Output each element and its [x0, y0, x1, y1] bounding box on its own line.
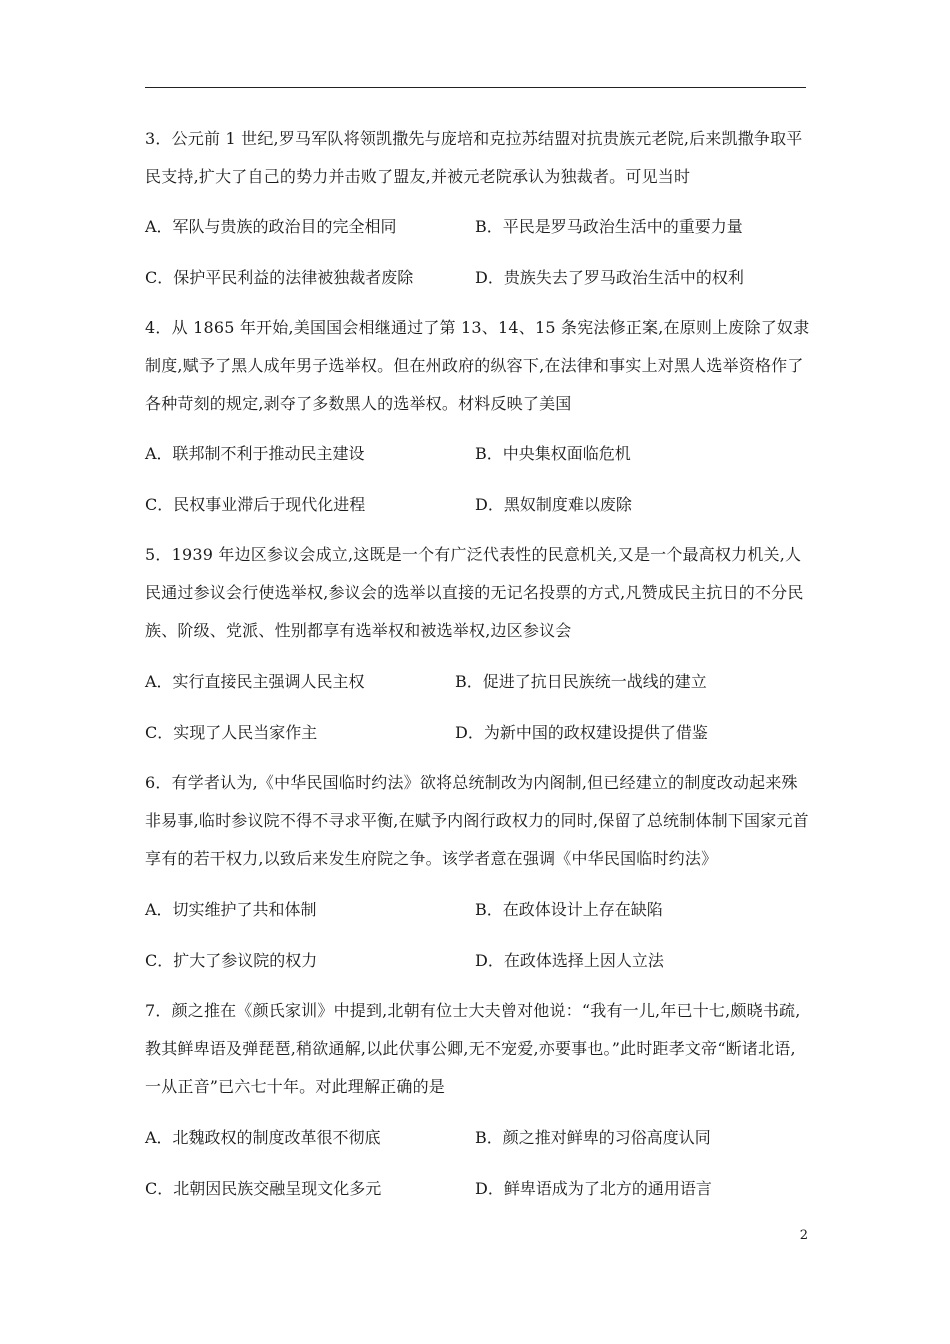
header-rule — [145, 87, 806, 88]
question-7-option-c[interactable]: C．北朝因民族交融呈现文化多元 — [145, 1179, 382, 1198]
question-7-stem: 7．颜之推在《颜氏家训》中提到,北朝有位士大夫曾对他说：“我有一儿,年已十七,颇晓书疏,教其鲜卑语及弹琵琶,稍欲通解,以此伏事公卿,无不宠爱,亦要事也。”此时距孝文帝“断诸北语,一从正音”已六七十年。对此理解正确的是 — [145, 1001, 801, 1096]
question-6-option-a[interactable]: A．切实维护了共和体制 — [145, 900, 317, 919]
question-6-option-d[interactable]: D．在政体选择上因人立法 — [475, 951, 664, 970]
question-3-option-c[interactable]: C．保护平民利益的法律被独裁者废除 — [145, 268, 414, 287]
question-3-option-d[interactable]: D．贵族失去了罗马政治生活中的权利 — [475, 268, 744, 287]
question-7-option-d[interactable]: D．鲜卑语成为了北方的通用语言 — [475, 1179, 712, 1198]
question-6-option-b[interactable]: B．在政体设计上存在缺陷 — [475, 900, 663, 919]
question-7-option-a[interactable]: A．北魏政权的制度改革很不彻底 — [145, 1128, 381, 1147]
question-3-stem: 3．公元前 1 世纪,罗马军队将领凯撒先与庞培和克拉苏结盟对抗贵族元老院,后来凯撒争取平民支持,扩大了自己的势力并击败了盟友,并被元老院承认为独裁者。可见当时 — [145, 129, 803, 186]
question-5-option-d[interactable]: D．为新中国的政权建设提供了借鉴 — [455, 723, 708, 742]
question-4-stem: 4．从 1865 年开始,美国国会相继通过了第 13、14、15 条宪法修正案,在原则上废除了奴隶制度,赋予了黑人成年男子选举权。但在州政府的纵容下,在法律和事实上对黑人选举资格作了各种苛刻的规定,剥夺了多数黑人的选举权。材料反映了美国 — [145, 318, 810, 413]
question-4-option-b[interactable]: B．中央集权面临危机 — [475, 444, 631, 463]
question-4-option-c[interactable]: C．民权事业滞后于现代化进程 — [145, 495, 366, 514]
question-5-option-b[interactable]: B．促进了抗日民族统一战线的建立 — [455, 672, 707, 691]
question-5-option-a[interactable]: A．实行直接民主强调人民主权 — [145, 672, 365, 691]
question-7-option-b[interactable]: B．颜之推对鲜卑的习俗高度认同 — [475, 1128, 711, 1147]
question-4-option-d[interactable]: D．黑奴制度难以废除 — [475, 495, 632, 514]
question-6-stem: 6．有学者认为,《中华民国临时约法》欲将总统制改为内阁制,但已经建立的制度改动起来殊非易事,临时参议院不得不寻求平衡,在赋予内阁行政权力的同时,保留了总统制体制下国家元首享有的若干权力,以致后来发生府院之争。该学者意在强调《中华民国临时约法》 — [145, 773, 809, 868]
question-3-option-a[interactable]: A．军队与贵族的政治目的完全相同 — [145, 217, 397, 236]
question-6-option-c[interactable]: C．扩大了参议院的权力 — [145, 951, 318, 970]
question-5-option-c[interactable]: C．实现了人民当家作主 — [145, 723, 318, 742]
question-4-option-a[interactable]: A．联邦制不利于推动民主建设 — [145, 444, 365, 463]
question-5-stem: 5．1939 年边区参议会成立,这既是一个有广泛代表性的民意机关,又是一个最高权力机关,人民通过参议会行使选举权,参议会的选举以直接的无记名投票的方式,凡赞成民主抗日的不分民族、阶级、党派、性别都享有选举权和被选举权,边区参议会 — [145, 545, 804, 640]
question-3-option-b[interactable]: B．平民是罗马政治生活中的重要力量 — [475, 217, 743, 236]
page-number: 2 — [799, 1228, 808, 1243]
